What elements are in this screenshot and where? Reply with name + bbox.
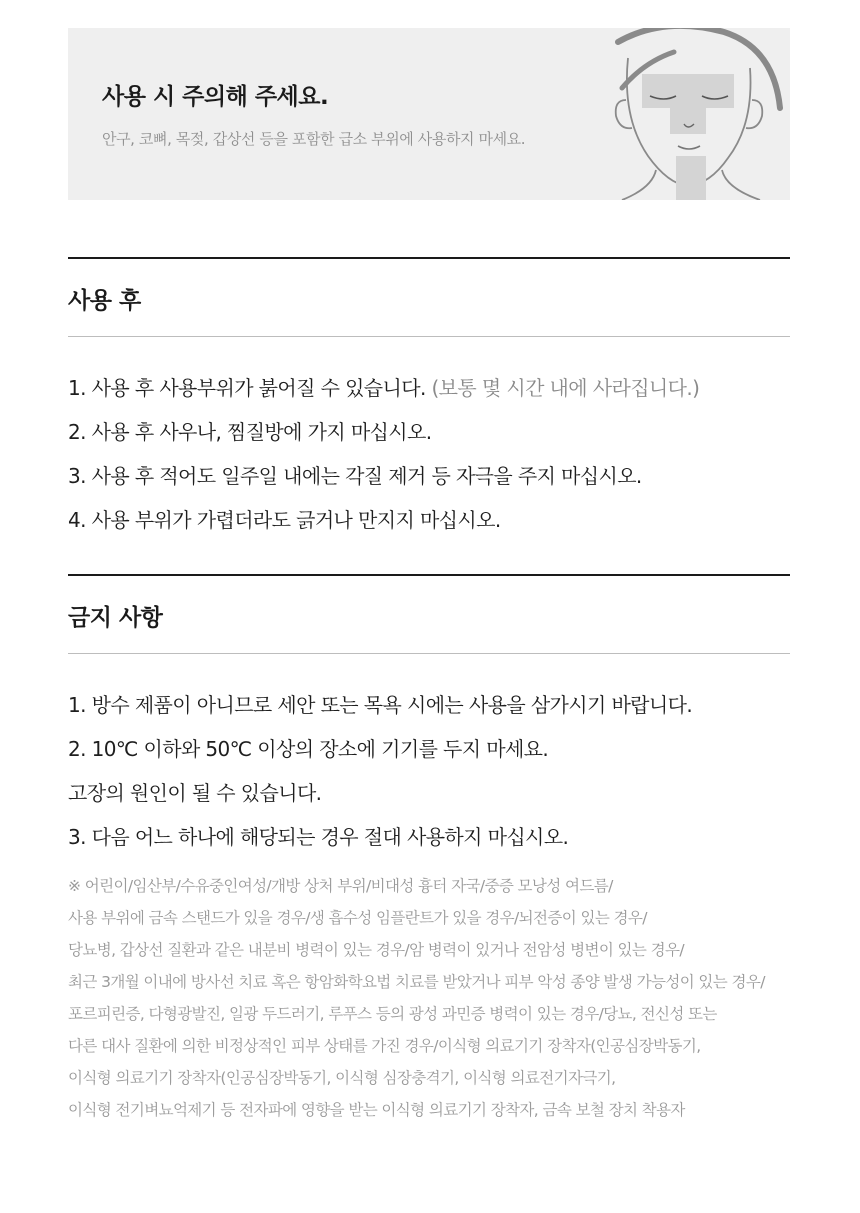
- prohibited-heading-rule: [68, 653, 790, 654]
- after-use-item-1: [68, 372, 699, 401]
- after-use-heading: 사용 후: [68, 288, 141, 314]
- caution-description: 안구, 코뼈, 목젖, 갑상선 등을 포함한 급소 부위에 사용하지 마세요.: [102, 130, 526, 148]
- after-use-item-1-text: 1. 사용 후 사용부위가 붉어질 수 있습니다.: [68, 376, 426, 400]
- prohibited-item-2-continued: 고장의 원인이 될 수 있습니다.: [68, 781, 322, 805]
- face-caution-zones-icon: [604, 28, 790, 200]
- prohibited-note-line-3: 당뇨병, 갑상선 질환과 같은 내분비 병력이 있는 경우/암 병력이 있거나 전암성 병변이 있는 경우/: [68, 941, 684, 959]
- after-use-heading-rule: [68, 336, 790, 337]
- caution-panel: [68, 28, 790, 200]
- prohibited-note-line-2: 사용 부위에 금속 스탠드가 있을 경우/생 흡수성 임플란트가 있을 경우/뇌전증이 있는 경우/: [68, 909, 647, 927]
- caution-title: 사용 시 주의해 주세요.: [102, 84, 329, 110]
- prohibited-note-line-5: 포르피린증, 다형광발진, 일광 두드러기, 루푸스 등의 광성 과민증 병력이 있는 경우/당뇨, 전신성 또는: [68, 1005, 717, 1023]
- after-use-item-2: 2. 사용 후 사우나, 찜질방에 가지 마십시오.: [68, 420, 432, 444]
- prohibited-heading: 금지 사항: [68, 605, 163, 631]
- prohibited-item-1: 1. 방수 제품이 아니므로 세안 또는 목욕 시에는 사용을 삼가시기 바랍니다.: [68, 693, 693, 717]
- after-use-item-1-note: (보통 몇 시간 내에 사라집니다.): [425, 376, 700, 400]
- after-use-item-4: 4. 사용 부위가 가렵더라도 긁거나 만지지 마십시오.: [68, 508, 501, 532]
- after-use-top-rule: [68, 257, 790, 259]
- prohibited-item-3: 3. 다음 어느 하나에 해당되는 경우 절대 사용하지 마십시오.: [68, 825, 569, 849]
- prohibited-top-rule: [68, 574, 790, 576]
- after-use-item-3: 3. 사용 후 적어도 일주일 내에는 각질 제거 등 자극을 주지 마십시오.: [68, 464, 642, 488]
- prohibited-note-line-7: 이식형 의료기기 장착자(인공심장박동기, 이식형 심장충격기, 이식형 의료전기자극기,: [68, 1069, 616, 1087]
- prohibited-note-line-1: ※ 어린이/임산부/수유중인여성/개방 상처 부위/비대성 흉터 자국/중증 모낭성 여드름/: [68, 877, 613, 895]
- prohibited-item-2: 2. 10℃ 이하와 50℃ 이상의 장소에 기기를 두지 마세요.: [68, 737, 549, 761]
- prohibited-note-line-4: 최근 3개월 이내에 방사선 치료 혹은 항암화학요법 치료를 받았거나 피부 악성 종양 발생 가능성이 있는 경우/: [68, 973, 765, 991]
- prohibited-note-line-8: 이식형 전기벼뇨억제기 등 전자파에 영향을 받는 이식형 의료기기 장착자, 금속 보철 장치 착용자: [68, 1101, 685, 1119]
- prohibited-note-line-6: 다른 대사 질환에 의한 비정상적인 피부 상태를 가진 경우/이식형 의료기기 장착자(인공심장박동기,: [68, 1037, 701, 1055]
